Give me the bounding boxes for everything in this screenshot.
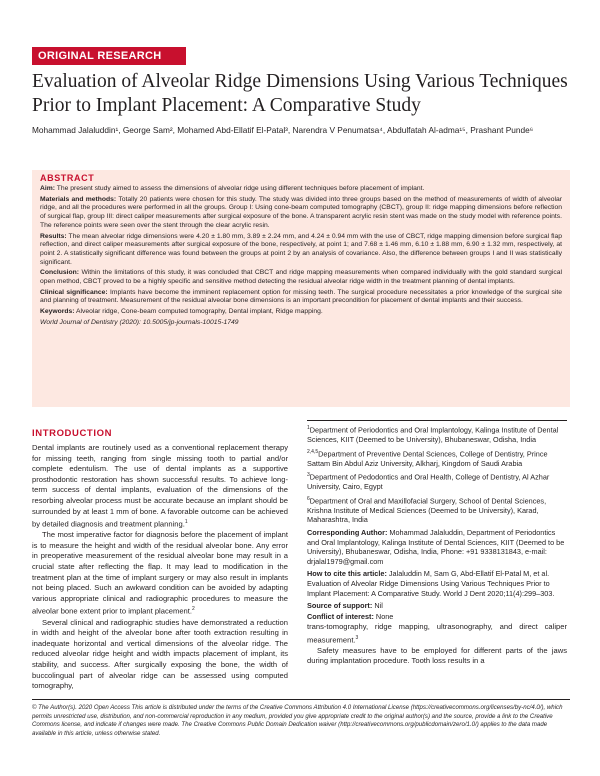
corresponding-author: Corresponding Author: Mohammad Jalaluddin, Department of Periodontics and Oral Implantology, Kalinga Institute of Dental Sciences, KIIT (Deemed to be University), Bhubaneswar, Odisha, India, Phone: +91 9338131843, e-mail: drjalal1979@gmail.com	[307, 528, 565, 566]
affiliation-4: $^6$Department of Oral and Maxillofacial Surgery, School of Dental Sciences, Krishna Institute of Medical Sciences (Deemed to be University), Karad, Maharashtra, India	[307, 495, 547, 525]
conflict-of-interest: Conflict of interest: None	[307, 611, 394, 621]
affiliations-block	[307, 420, 567, 624]
abstract-citation: World Journal of Dentistry (2020): 10.5005/jp-journals-10015-1749	[40, 318, 239, 326]
affiliation-3: $^3$Department of Pedodontics and Oral Health, College of Dentistry, Al Azhar University, Cairo, Egypt	[307, 472, 550, 492]
right-paragraph-1: trans-tomography, ridge mapping, ultrasonography, and direct caliper measurement.$^3$	[307, 622, 567, 645]
abstract-conclusion: Conclusion: Within the limitations of this study, it was concluded that CBCT and ridge mapping measurements when compared individually with the gold standard surgical open method, CBCT proved to be a highly specific and sensitive method detecting the residual alveolar ridge width in the treatment planning of dental implants.	[40, 269, 562, 286]
abstract-materials: Materials and methods: Totally 20 patients were chosen for this study. The study was divided into three groups based on the method of measurements of width of alveolar ridge, and all the procedures were performed in all the groups. Group I: Using cone-beam computed tomography (CBCT), group II: ridge mapping dimensions before reflection of surgical flap, group III: direct caliper measurements after surgical exposure of the bone. A transparent acrylic resin stent was made on the study model with reference points. The reference points were seen over the stent through the clear acrylic resin.	[40, 195, 563, 229]
introduction-column	[32, 428, 288, 692]
abstract-heading: ABSTRACT	[40, 173, 95, 183]
abstract-keywords: Keywords: Alveolar ridge, Cone-beam computed tomography, Dental implant, Ridge mapping.	[40, 308, 323, 316]
right-paragraph-2: Safety measures have to be employed for different parts of the jaws during implantation procedure. Tooth loss results in a	[307, 645, 567, 666]
abstract-clinical-significance: Clinical significance: Implants have become the imminent replacement option for missing teeth. The surgical procedure necessitates a prior knowledge of the surgical site and planning of treatment. Measurement of the residual alveolar bone dimensions is an important precondition for placement of dental implants and their success.	[40, 288, 562, 305]
intro-paragraph-1: Dental implants are routinely used as a conventional replacement therapy for missing teeth, ranging from single missing tooth to partial and/or complete edentulism. The use of dental implants as a supportive prosthodontic restoration has shown successful results. To achieve long-term success of dental implants, evaluation of the dimensions of the resorbing alveolar process must be accurate because an implant should be surrounded by at least 1 mm of bone. A favorable outcome can be achieved by detailed diagnosis and treatment planning.$^1$	[32, 443, 288, 529]
how-to-cite: How to cite this article: Jalaluddin M, Sam G, Abd-Ellatif El-Patal M, et al. Evaluation of Alveolar Ridge Dimensions Using Various Techniques Prior to Implant Placement: A Comparative Study. World J Dent 2020;11(4):299–303.	[307, 569, 555, 598]
affiliation-1: $^1$Department of Periodontics and Oral Implantology, Kalinga Institute of Dental Sciences, KIIT (Deemed to be University), Bhubaneswar, Odisha, India	[307, 425, 559, 445]
intro-paragraph-2: The most imperative factor for diagnosis before the placement of implant is to measure the height and width of the residual alveolar bone. Any error in preoperative measurement of the residual alveolar bone may result in a crucial state after reflecting the flap. It may lead to modification in the treatment plan at the time of implant surgery or may also result in implants not being placed. Such an awkward condition can be avoided by adapting various appropriate clinical and radiographic procedures to measure the alveolar bone extent prior to implant placement.$^2$	[32, 530, 288, 616]
abstract-results: Results: The mean alveolar ridge dimensions were 4.20 ± 1.80 mm, 3.89 ± 2.24 mm, and 4.24 ± 0.94 mm with the use of CBCT, ridge mapping dimension before surgical flap reflection, and direct caliper measurements after surgical exposure of the bone, respectively, at point 1; and 7.68 ± 1.46 mm, 6.10 ± 1.88 mm, 6.90 ± 1.32 mm, respectively, at point 2. A statistically significant difference was found between the groups at point 2 by an analysis of covariance. Also, the difference between groups I and II was statistically significant.	[40, 232, 562, 266]
affiliation-2: $^{2,4,5}$Department of Preventive Dental Sciences, College of Dentistry, Prince Sattam Bin Abdul Aziz University, Alkharj, Kingdom of Saudi Arabia	[307, 448, 548, 468]
affiliation-rule	[307, 420, 567, 421]
abstract-aim: Aim: The present study aimed to assess the dimensions of alveolar ridge using different techniques before placement of implant.	[40, 185, 425, 192]
article-title: Evaluation of Alveolar Ridge Dimensions Using Various Techniques Prior to Implant Placement: A Comparative Study	[32, 71, 568, 116]
source-of-support: Source of support: Nil	[307, 601, 383, 611]
article-type-banner: ORIGINAL RESEARCH	[32, 47, 186, 65]
intro-paragraph-3: Several clinical and radiographic studies have demonstrated a reduction in width and height of the alveolar bone after tooth extraction resulting in inadequate horizontal and vertical dimensions of the alveolar ridge. The reduced alveolar ridge height and width impacts placement of implant, its stability, and success. After surgically exposing the bone, the width of buccolingual part of alveolar ridge can be assessed using computed tomography,	[32, 617, 288, 691]
body-right-column	[307, 622, 567, 667]
author-list: Mohammad Jalaluddin¹, George Sam², Mohamed Abd-Ellatif El-Patal³, Narendra V Penumatsa⁴, Abdulfatah Al-adma¹⁵, Prashant Punde⁶	[32, 125, 534, 135]
license-footer: © The Author(s). 2020 Open Access This article is distributed under the terms of the Creative Commons Attribution 4.0 International License (https://creativecommons.org/licenses/by-nc/4.0/), which permits unrestricted use, distribution, and non-commercial reproduction in any medium, provided you give appropriate credit to the original author(s) and the source, provide a link to the Creative Commons license, and indicate if changes were made. The Creative Commons Public Domain Dedication waiver (http://creativecommons.org/publicdomain/zero/1.0/) applies to the data made available in this article, unless otherwise stated.	[32, 699, 570, 738]
introduction-heading: INTRODUCTION	[32, 428, 113, 439]
abstract-box	[32, 170, 570, 407]
